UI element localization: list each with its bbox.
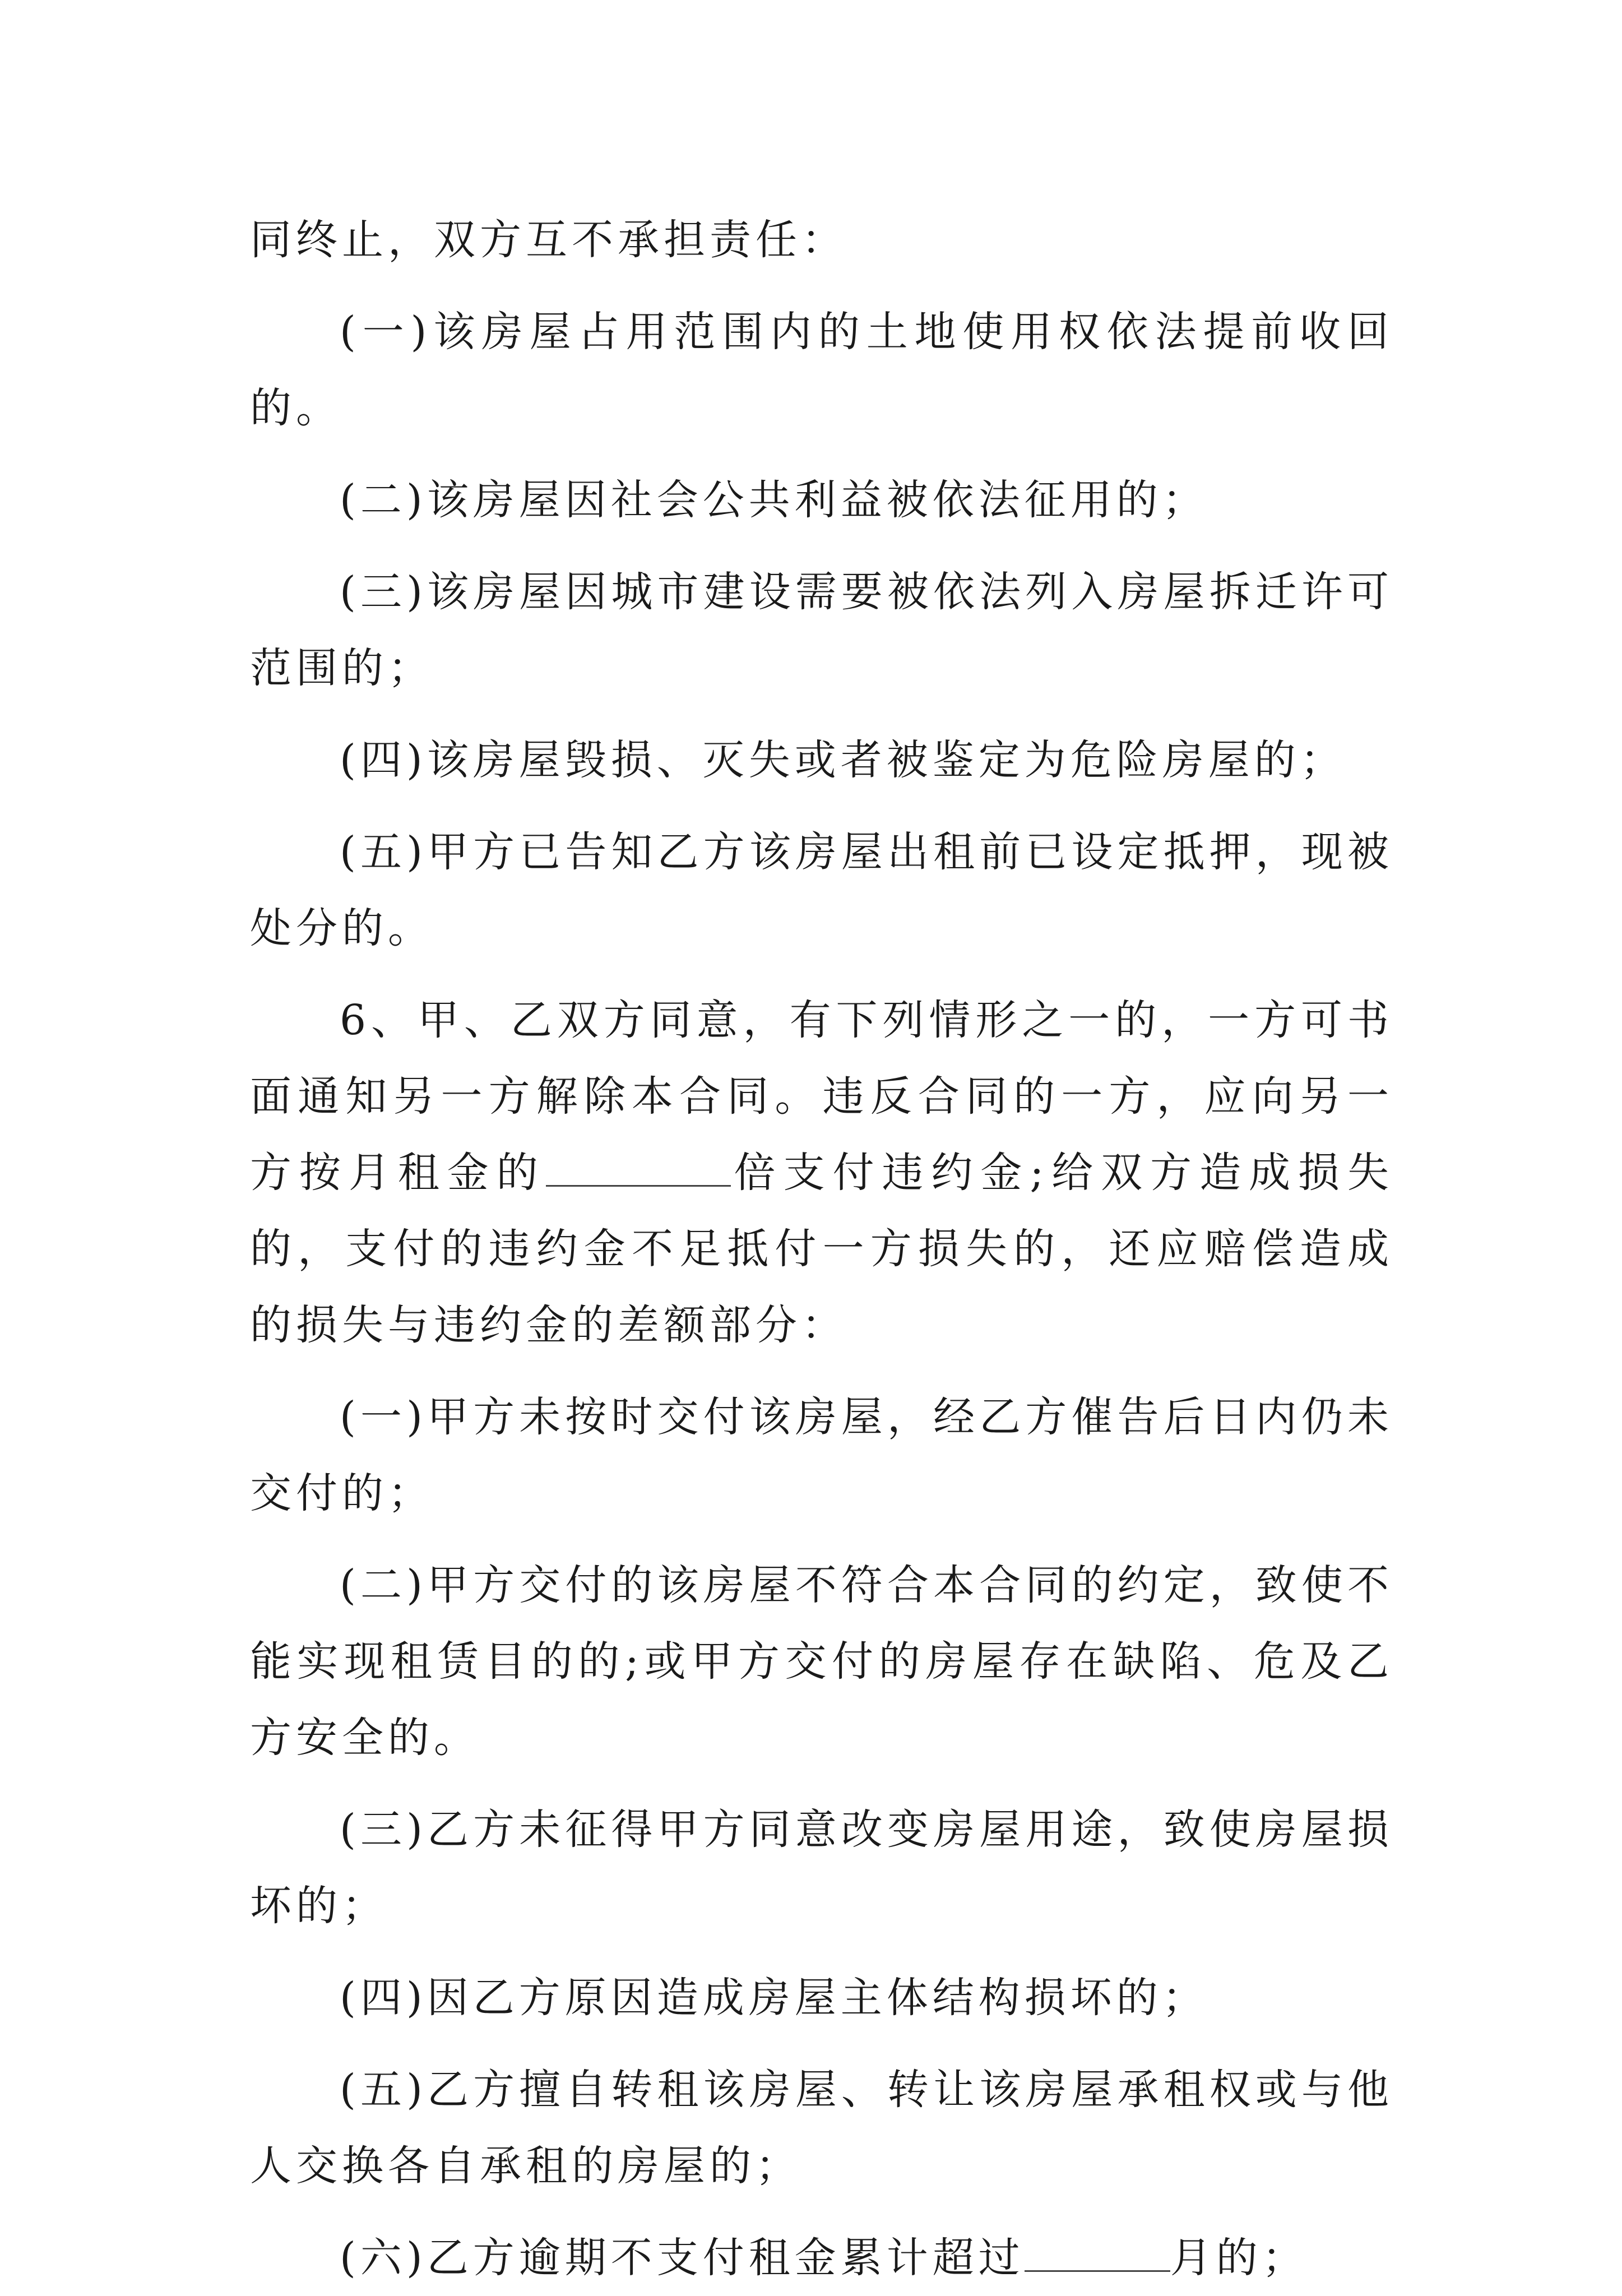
termination-item-5: (五)乙方擅自转租该房屋、转让该房屋承租权或与他人交换各自承租的房屋的； (250, 2066, 1393, 2190)
clause-6 (250, 982, 1393, 1363)
document-body (250, 202, 1393, 2296)
paragraph-continuation: 同终止，双方互不承担责任： (250, 216, 847, 264)
clause-item-3: (三)该房屋因城市建设需要被依法列入房屋拆迁许可范围的； (250, 568, 1393, 692)
clause-item-2: (二)该房屋因社会公共利益被依法征用的； (340, 476, 1208, 524)
clause-item-4: (四)该房屋毁损、灭失或者被鉴定为危险房屋的； (340, 736, 1346, 784)
termination-item-1: (一)甲方未按时交付该房屋，经乙方催告后日内仍未交付的； (250, 1393, 1393, 1517)
termination-item-2: (二)甲方交付的该房屋不符合本合同的约定，致使不能实现租赁目的的;或甲方交付的房屋存在缺陷、危及乙方安全的。 (250, 1561, 1393, 1762)
termination-item-6-text-after: 月的； (1170, 2234, 1308, 2282)
clause-item-1: (一)该房屋占用范围内的土地使用权依法提前收回的。 (250, 308, 1393, 432)
termination-item-3: (三)乙方未征得甲方同意改变房屋用途，致使房屋损坏的； (250, 1806, 1393, 1930)
clause-6-text-after: 倍支付违约金;给双方造成损失的，支付的违约金不足抵付一方损失的，还应赔偿造成的损失与违约金的差额部分： (250, 1149, 1393, 1349)
clause-6-text-before: 6、甲、乙双方同意，有下列情形之一的，一方可书面通知另一方解除本合同。违反合同的一方，应向另一方按月租金的 (250, 996, 1393, 1197)
termination-item-4: (四)因乙方原因造成房屋主体结构损坏的； (340, 1974, 1208, 2022)
termination-item-6-text-before: (六)乙方逾期不支付租金累计超过 (340, 2234, 1025, 2282)
clause-item-5: (五)甲方已告知乙方该房屋出租前已设定抵押，现被处分的。 (250, 828, 1393, 952)
fill-in-blank-multiplier (546, 1150, 731, 1187)
fill-in-blank-months (1025, 2235, 1170, 2272)
termination-item-6 (250, 2220, 1393, 2296)
